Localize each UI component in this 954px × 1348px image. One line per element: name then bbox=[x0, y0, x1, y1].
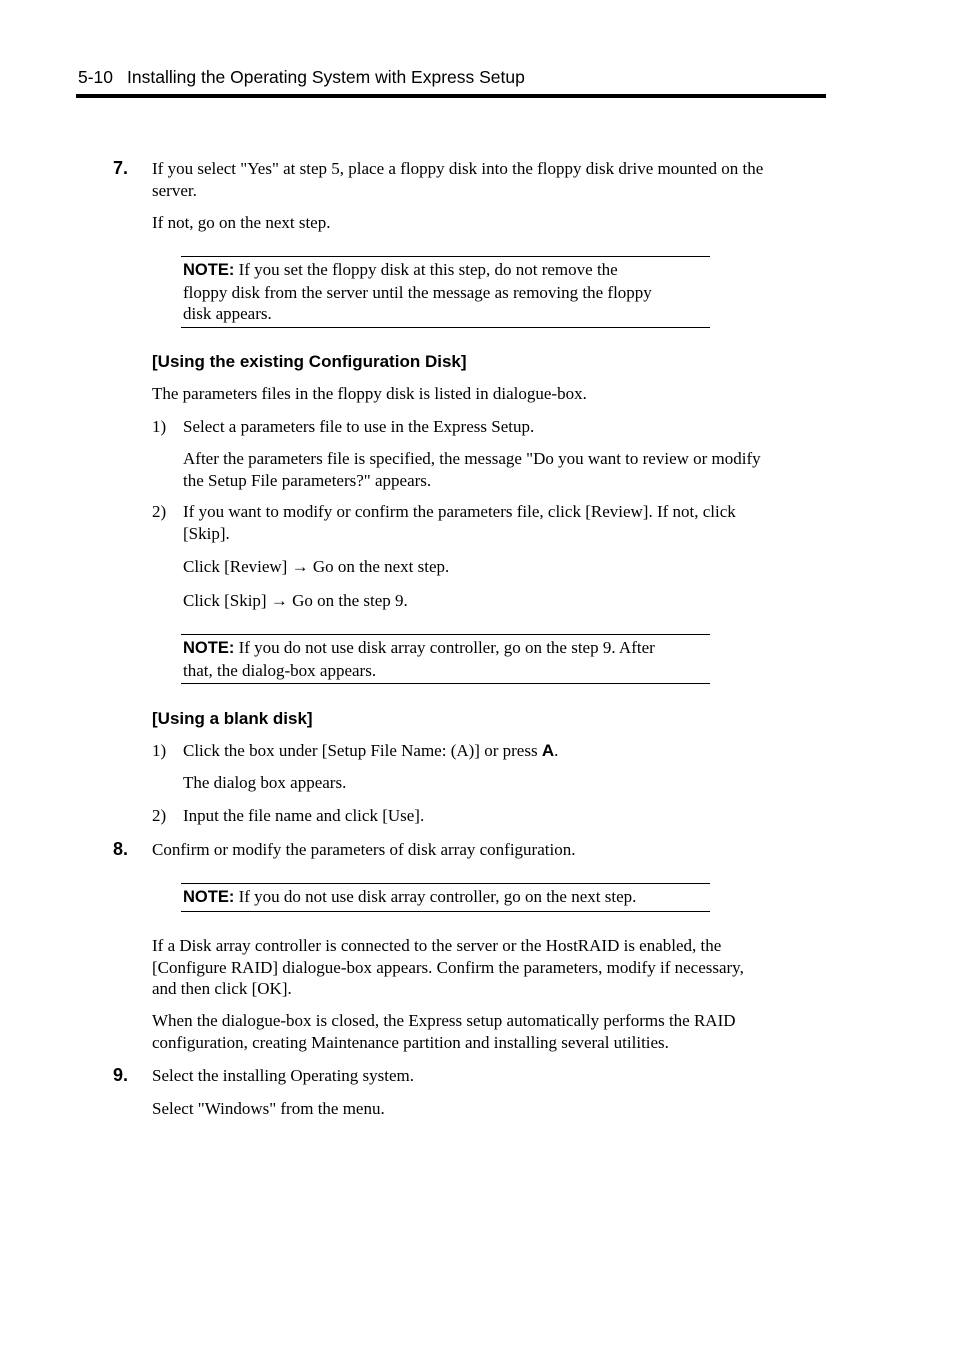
para-line: and then click [OK]. bbox=[152, 979, 292, 998]
item-text: Click the box under [Setup File Name: (A)] or press bbox=[183, 741, 542, 760]
item-text: . bbox=[554, 741, 559, 760]
chapter-title: Installing the Operating System with Express Setup bbox=[127, 67, 525, 87]
detail-line: After the parameters file is specified, the message "Do you want to review or modify bbox=[183, 449, 761, 468]
step-8-para-2 bbox=[152, 1010, 824, 1053]
note-box-disk-array bbox=[181, 634, 710, 684]
step-7-number: 7. bbox=[113, 158, 129, 178]
detail-line: the Setup File parameters?" appears. bbox=[183, 470, 432, 490]
step-8-text: Confirm or modify the parameters of disk array configuration. bbox=[152, 840, 576, 859]
list-marker: 1) bbox=[152, 417, 167, 436]
note-text: floppy disk from the server until the message as removing the floppy bbox=[183, 282, 652, 302]
review-instruction: Click [Review] → Go on the next step. bbox=[183, 557, 450, 576]
existing-item-2 bbox=[183, 501, 823, 544]
skip-instruction: Click [Skip] → Go on the step 9. bbox=[183, 591, 408, 610]
step-7-text bbox=[152, 158, 824, 201]
item-line: [Skip]. bbox=[183, 523, 230, 543]
step-9-text: Select the installing Operating system. bbox=[152, 1066, 415, 1085]
note-label: NOTE: bbox=[183, 888, 235, 906]
para-line: If a Disk array controller is connected to the server or the HostRAID is enabled, the bbox=[152, 936, 722, 955]
list-marker: 2) bbox=[152, 502, 167, 521]
note-label: NOTE: bbox=[183, 261, 235, 279]
step-8-para-1 bbox=[152, 935, 824, 1000]
note-text: disk appears. bbox=[183, 304, 272, 323]
para-line: When the dialogue-box is closed, the Express setup automatically performs the RAID bbox=[152, 1011, 736, 1030]
blank-item-1 bbox=[183, 740, 823, 762]
step-8-number: 8. bbox=[113, 839, 129, 859]
key-a: A bbox=[541, 741, 555, 760]
subheading-existing-disk: [Using the existing Configuration Disk] bbox=[152, 352, 467, 371]
note-text: If you do not use disk array controller, go on the step 9. After bbox=[234, 638, 655, 657]
blank-item-2: Input the file name and click [Use]. bbox=[183, 806, 425, 825]
step-7-line1: If you select "Yes" at step 5, place a floppy disk into the floppy disk drive mounted on the bbox=[152, 159, 764, 178]
note-text: If you set the floppy disk at this step, do not remove the bbox=[234, 260, 618, 279]
para-line: [Configure RAID] dialogue-box appears. Confirm the parameters, modify if necessary, bbox=[152, 957, 744, 977]
existing-intro: The parameters files in the floppy disk is listed in dialogue-box. bbox=[152, 384, 587, 403]
step-7-if-not: If not, go on the next step. bbox=[152, 213, 331, 232]
blank-item-1-detail: The dialog box appears. bbox=[183, 773, 347, 792]
subheading-blank-disk: [Using a blank disk] bbox=[152, 709, 313, 728]
page-header bbox=[78, 66, 525, 88]
item-line: If you want to modify or confirm the parameters file, click [Review]. If not, click bbox=[183, 502, 736, 521]
list-marker: 1) bbox=[152, 741, 167, 760]
step-7-line2: server. bbox=[152, 180, 197, 200]
list-marker: 2) bbox=[152, 806, 167, 825]
page-number: 5-10 bbox=[78, 67, 114, 87]
existing-item-1: Select a parameters file to use in the Express Setup. bbox=[183, 417, 535, 436]
note-label: NOTE: bbox=[183, 639, 235, 657]
step-9-number: 9. bbox=[113, 1065, 129, 1085]
note-box-next-step bbox=[181, 883, 710, 912]
note-text: that, the dialog-box appears. bbox=[183, 660, 377, 680]
header-rule bbox=[76, 94, 826, 98]
note-text: If you do not use disk array controller, go on the next step. bbox=[234, 887, 637, 906]
note-box-floppy bbox=[181, 256, 710, 328]
existing-item-1-detail bbox=[183, 448, 823, 491]
para-line: configuration, creating Maintenance partition and installing several utilities. bbox=[152, 1032, 669, 1052]
step-9-detail: Select "Windows" from the menu. bbox=[152, 1099, 385, 1118]
